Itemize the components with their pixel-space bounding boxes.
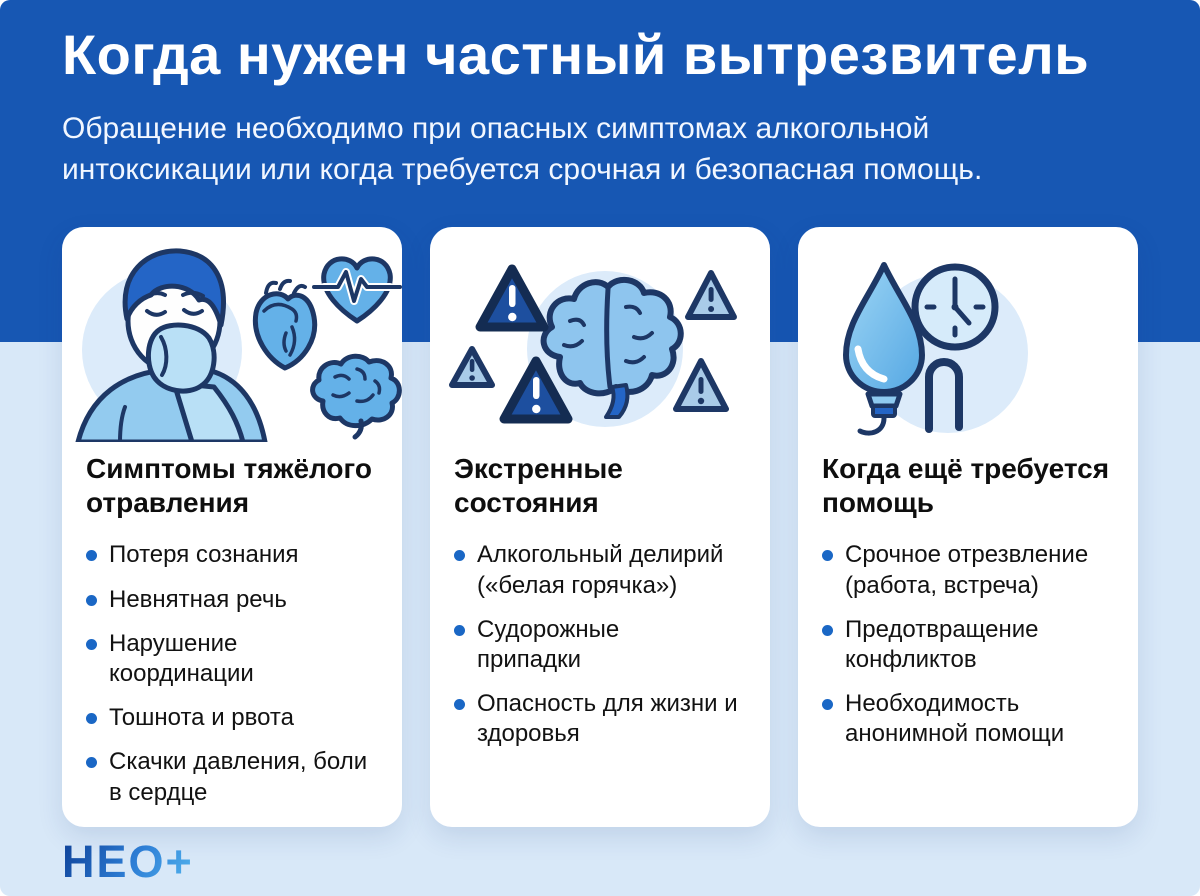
card-other-help-needed [798,227,1138,827]
card-emergency-states [430,227,770,827]
list-item: Нарушение координации [86,629,378,689]
bullet-dot [822,699,833,710]
ecg-heart-icon [314,259,400,321]
bullet-dot [86,757,97,768]
bullet-dot [454,625,465,636]
warning-triangle-light-icon [452,349,492,385]
card2-illustration [430,237,770,442]
list-item: Предотвращение конфликтов [822,615,1114,675]
list-item: Невнятная речь [86,585,378,615]
card2-heading: Экстренные состояния [454,453,623,519]
neo-plus-logo: НЕО+ [62,836,194,887]
list-item: Опасность для жизни и здоровья [454,689,746,749]
warning-triangle-light-icon [676,361,726,409]
bullet-dot [822,550,833,561]
list-item: Потеря сознания [86,540,378,570]
card1-illustration [62,237,402,442]
list-item: Скачки давления, боли в сердце [86,747,378,807]
warning-triangle-dark-icon [480,269,544,327]
card1-heading: Симптомы тяжёлого отравления [86,453,372,519]
anatomical-heart-icon [255,281,314,368]
bullet-dot [454,550,465,561]
list-item: Алкогольный делирий («белая горячка») [454,540,746,600]
list-item: Тошнота и рвота [86,703,378,733]
bullet-dot [822,625,833,636]
bullet-dot [86,595,97,606]
card-severe-poisoning-symptoms [62,227,402,827]
page-subtitle: Обращение необходимо при опасных симптомах алкогольной интоксикации или когда требуется срочная и безопасная помощь. [62,112,983,187]
bullet-dot [86,550,97,561]
card3-illustration [798,237,1138,442]
list-item: Срочное отрезвление (работа, встреча) [822,540,1114,600]
brain-icon [313,356,400,437]
list-item: Судорожные припадки [454,615,746,675]
page-title: Когда нужен частный вытрезвитель [62,23,1090,86]
clock-icon [915,267,995,347]
card3-list [822,540,1114,749]
list-item: Необходимость анонимной помощи [822,689,1114,749]
card1-list [86,540,378,808]
bullet-dot [86,713,97,724]
warning-triangle-light-icon [688,273,734,317]
bullet-dot [86,639,97,650]
card2-list [454,540,746,749]
card3-heading: Когда ещё требуется помощь [822,453,1110,519]
bullet-dot [454,699,465,710]
